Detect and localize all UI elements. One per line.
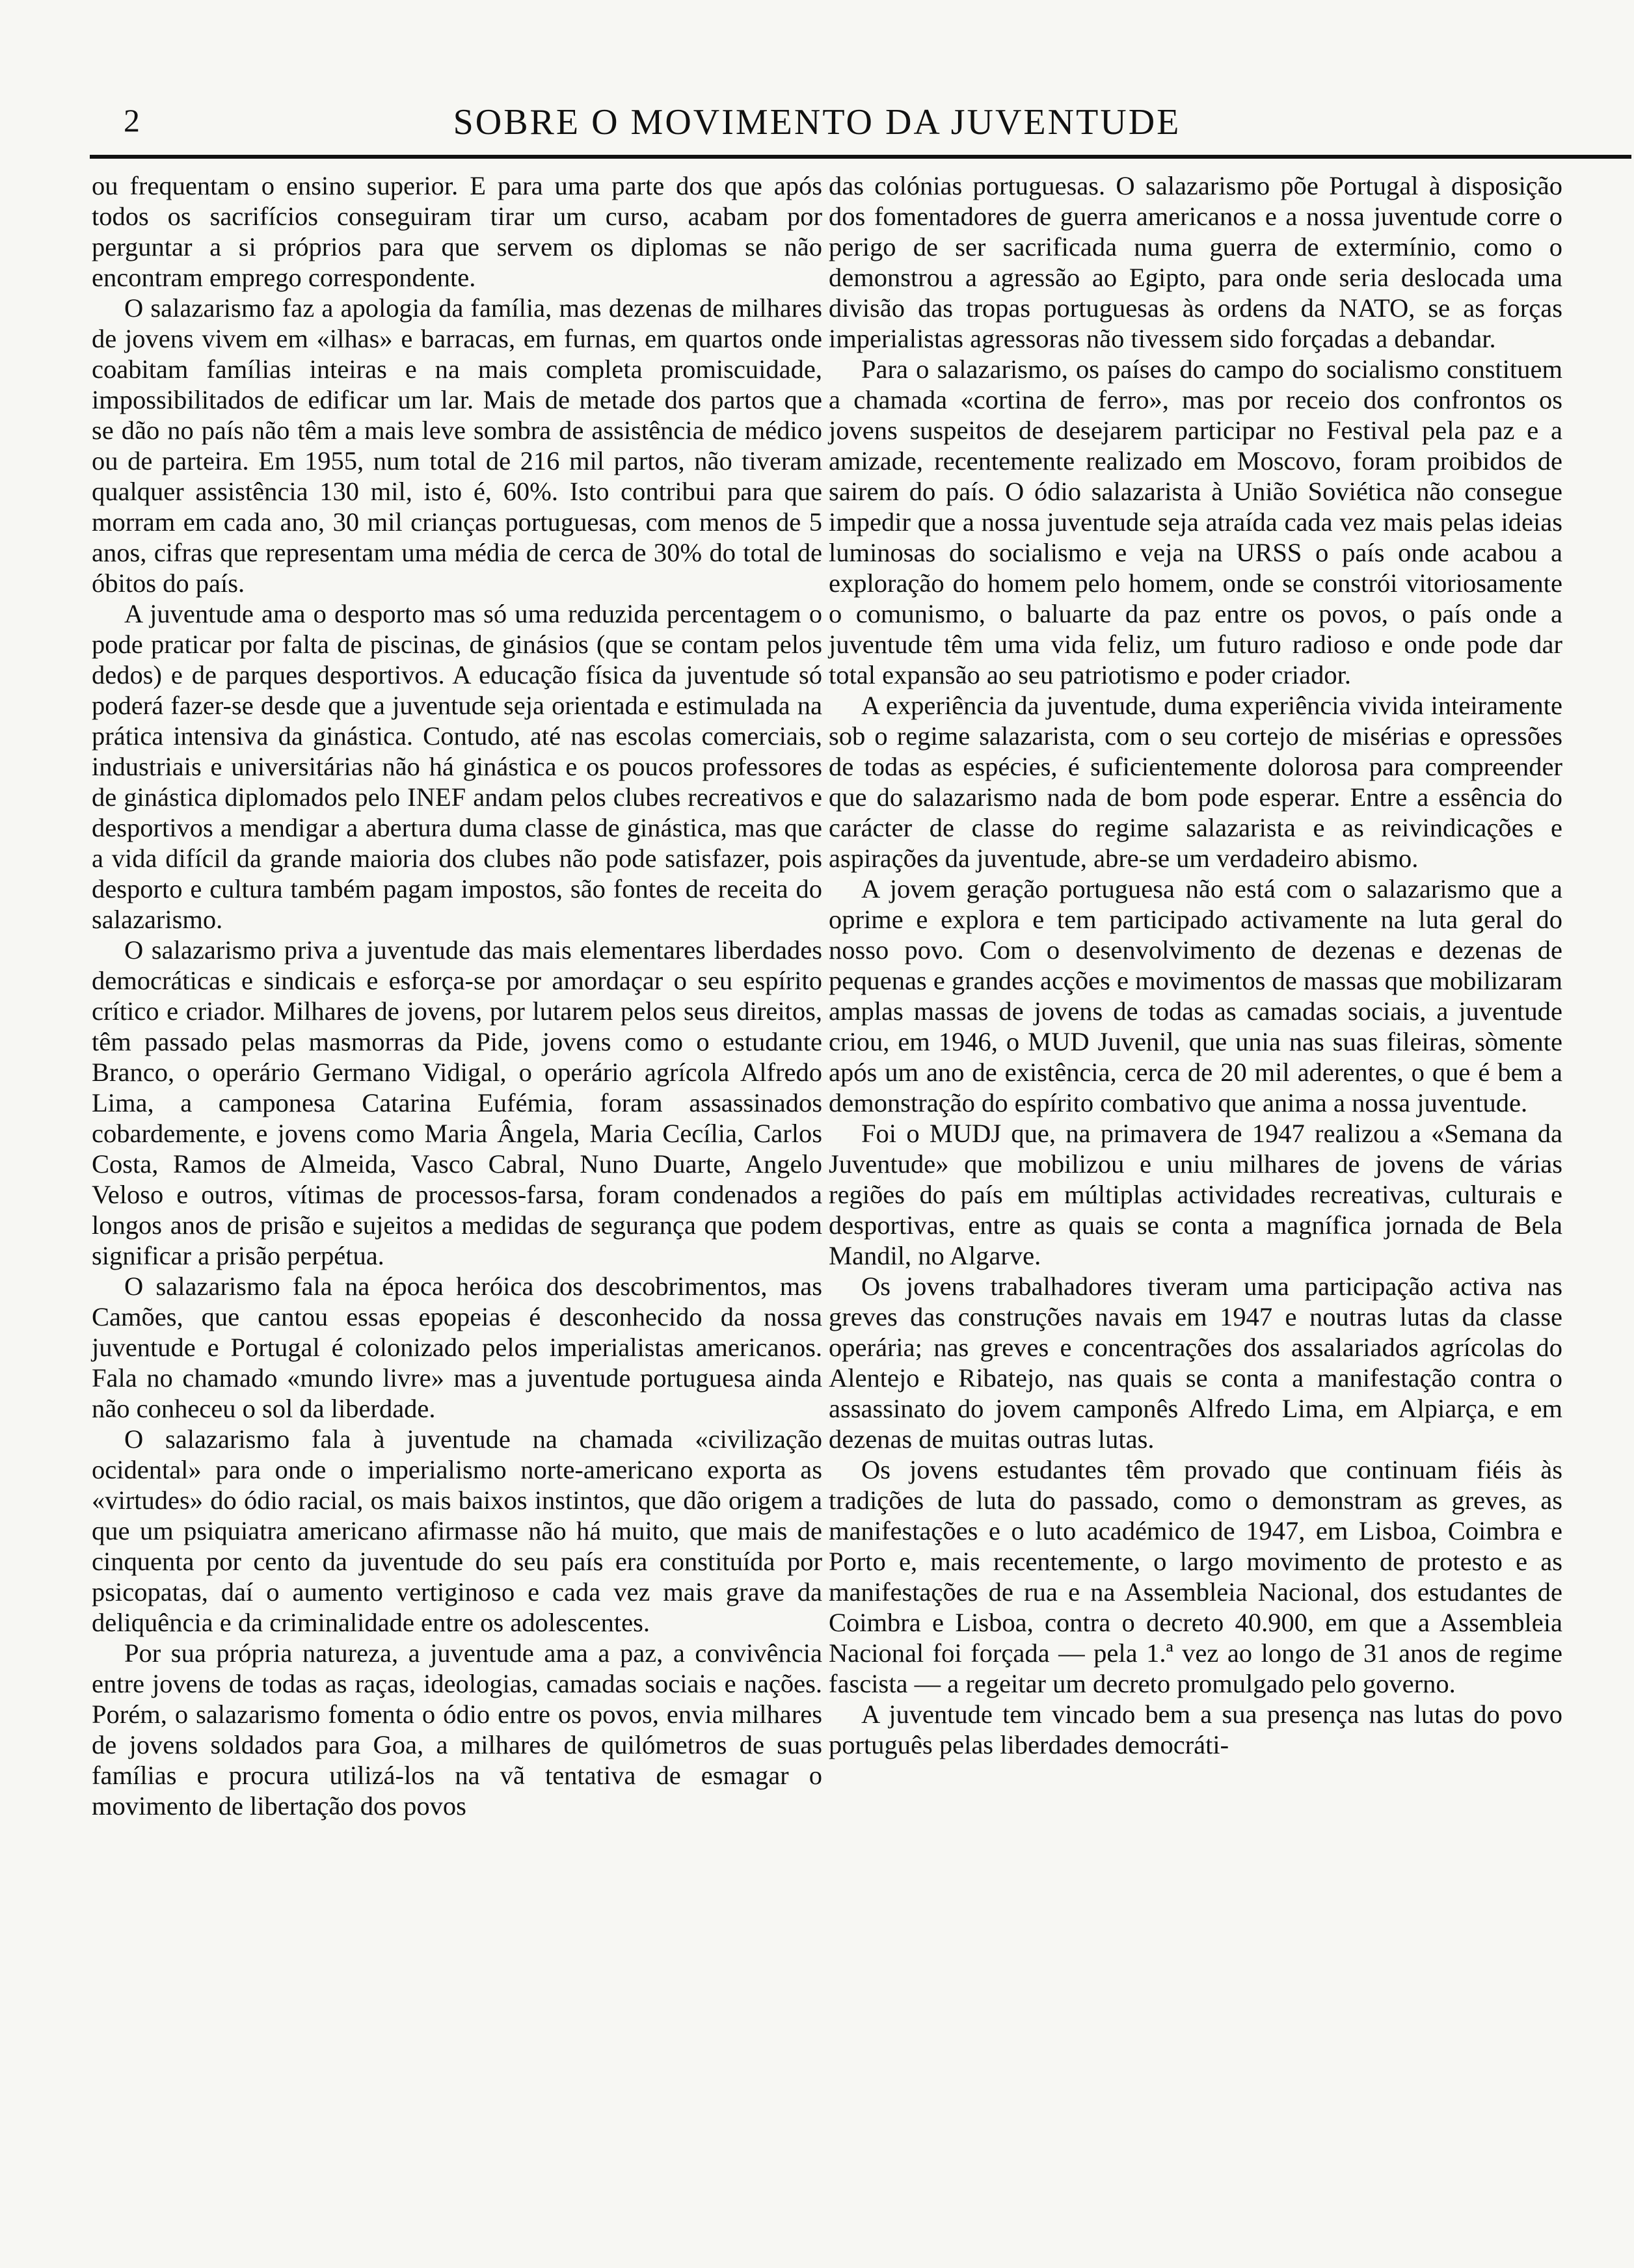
paragraph: das colónias portuguesas. O salazarismo põe Portugal à disposição dos fomentadores de guerra americanos e a nossa juventude corre o perigo de ser sacrificada numa guerra de extermínio, como o demonstrou a agressão ao Egipto, para onde seria deslocada uma divisão das tropas portuguesas às ordens da NATO, se as forças imperialistas agressoras não tivessem sido forçadas a debandar.	[829, 171, 1562, 353]
paragraph: Foi o MUDJ que, na primavera de 1947 realizou a «Semana da Juventude» que mobilizou e uniu milhares de jovens de várias regiões do país em múltiplas actividades recreativas, culturais e desportivas, entre as quais se conta a magnífica jornada de Bela Mandil, no Algarve.	[829, 1119, 1562, 1270]
paragraph: A juventude tem vincado bem a sua presença nas lutas do povo português pelas liberdades democráti-	[829, 1700, 1562, 1759]
right-column	[829, 170, 1562, 1760]
paragraph: O salazarismo fala na época heróica dos descobrimentos, mas Camões, que cantou essas epopeias é desconhecido da nossa juventude e Portugal é colonizado pelos imperialistas americanos. Fala no chamado «mundo livre» mas a juventude portuguesa ainda não conheceu o sol da liberdade.	[92, 1272, 822, 1423]
paragraph: Os jovens trabalhadores tiveram uma participação activa nas greves das construções navais em 1947 e noutras lutas da classe operária; nas greves e concentrações dos assalariados agrícolas do Alentejo e Ribatejo, nas quais se conta a manifestação contra o assassinato do jovem camponês Alfredo Lima, em Alpiarça, e em dezenas de muitas outras lutas.	[829, 1272, 1562, 1454]
paragraph: A juventude ama o desporto mas só uma reduzida percentagem o pode praticar por falta de piscinas, de ginásios (que se contam pelos dedos) e de parques desportivos. A educação física da juventude só poderá fazer-se desde que a juventude seja orientada e estimulada na prática intensiva da ginástica. Contudo, até nas escolas comerciais, industriais e universitárias não há ginástica e os poucos professores de ginástica diplomados pelo INEF andam pelos clubes recreativos e desportivos a mendigar a abertura duma classe de ginástica, mas que a vida difícil da grande maioria dos clubes não pode satisfazer, pois desporto e cultura também pagam impostos, são fontes de receita do salazarismo.	[92, 599, 822, 934]
paragraph: Os jovens estudantes têm provado que continuam fiéis às tradições de luta do passado, como o demonstram as greves, as manifestações e o luto académico de 1947, em Lisboa, Coimbra e Porto e, mais recentemente, o largo movimento de protesto e as manifestações de rua e na Assembleia Nacional, dos estudantes de Coimbra e Lisboa, contra o decreto 40.900, em que a Assembleia Nacional foi forçada — pela 1.ª vez ao longo de 31 anos de regime fascista — a regeitar um decreto promulgado pelo governo.	[829, 1455, 1562, 1698]
running-title: SOBRE O MOVIMENTO DA JUVENTUDE	[453, 102, 1181, 142]
paragraph: O salazarismo priva a juventude das mais elementares liberdades democráticas e sindicais e esforça-se por amordaçar o seu espírito crítico e criador. Milhares de jovens, por lutarem pelos seus direitos, têm passado pelas masmorras da Pide, jovens como o estudante Branco, o operário Germano Vidigal, o operário agrícola Alfredo Lima, a camponesa Catarina Eufémia, foram assassinados cobardemente, e jovens como Maria Ângela, Maria Cecília, Carlos Costa, Ramos de Almeida, Vasco Cabral, Nuno Duarte, Angelo Veloso e outros, vítimas de processos-farsa, foram condenados a longos anos de prisão e sujeitos a medidas de segurança que podem significar a prisão perpétua.	[92, 935, 822, 1270]
paragraph: ou frequentam o ensino superior. E para uma parte dos que após todos os sacrifícios conseguiram tirar um curso, acabam por perguntar a si próprios para que servem os diplomas se não encontram emprego correspondente.	[92, 171, 822, 292]
paragraph: A experiência da juventude, duma experiência vivida inteiramente sob o regime salazarista, com o seu cortejo de misérias e opressões de todas as espécies, é suficientemente dolorosa para compreender que do salazarismo nada de bom pode esperar. Entre a essência do carácter de classe do regime salazarista e as reivindicações e aspirações da juventude, abre-se um verdadeiro abismo.	[829, 691, 1562, 873]
paragraph: O salazarismo fala à juventude na chamada «civilização ocidental» para onde o imperialismo norte-americano exporta as «virtudes» do ódio racial, os mais baixos instintos, que dão origem a que um psiquiatra americano afirmasse não há muito, que mais de cinquenta por cento da juventude do seu país era constituída por psicopatas, daí o aumento vertiginoso e cada vez mais grave da deliquência e da criminalidade entre os adolescentes.	[92, 1424, 822, 1637]
paragraph: A jovem geração portuguesa não está com o salazarismo que a oprime e explora e tem participado activamente na luta geral do nosso povo. Com o desenvolvimento de dezenas e dezenas de pequenas e grandes acções e movimentos de massas que mobilizaram amplas massas de jovens de todas as camadas sociais, a juventude criou, em 1946, o MUD Juvenil, que unia nas suas fileiras, sòmente após um ano de existência, cerca de 20 mil aderentes, o que é bem a demonstração do espírito combativo que anima a nossa juventude.	[829, 874, 1562, 1117]
paragraph: Por sua própria natureza, a juventude ama a paz, a convivência entre jovens de todas as raças, ideologias, camadas sociais e nações. Porém, o salazarismo fomenta o ódio entre os povos, envia milhares de jovens soldados para Goa, a milhares de quilómetros de suas famílias e procura utilizá-los na vã tentativa de esmagar o movimento de libertação dos povos	[92, 1638, 822, 1821]
paragraph: O salazarismo faz a apologia da família, mas dezenas de milhares de jovens vivem em «ilhas» e barracas, em furnas, em quartos onde coabitam famílias inteiras e na mais completa promiscuidade, impossibilitados de edificar um lar. Mais de metade dos partos que se dão no país não têm a mais leve sombra de assistência de médico ou de parteira. Em 1955, num total de 216 mil partos, não tiveram qualquer assistência 130 mil, isto é, 60%. Isto contribui para que morram em cada ano, 30 mil crianças portuguesas, com menos de 5 anos, cifras que representam uma média de cerca de 30% do total de óbitos do país.	[92, 293, 822, 598]
page-number: 2	[124, 102, 140, 139]
header-rule	[90, 155, 1631, 159]
left-column	[92, 170, 822, 1821]
paragraph: Para o salazarismo, os países do campo do socialismo constituem a chamada «cortina de ferro», mas por receio dos confrontos os jovens suspeitos de desejarem participar no Festival pela paz e a amizade, recentemente realizado em Moscovo, foram proibidos de sairem do país. O ódio salazarista à União Soviética não consegue impedir que a nossa juventude seja atraída cada vez mais pelas ideias luminosas do socialismo e veja na URSS o país onde acabou a exploração do homem pelo homem, onde se constrói vitoriosamente o comunismo, o baluarte da paz entre os povos, o país onde a juventude têm uma vida feliz, um futuro radioso e onde pode dar total expansão ao seu patriotismo e poder criador.	[829, 354, 1562, 689]
